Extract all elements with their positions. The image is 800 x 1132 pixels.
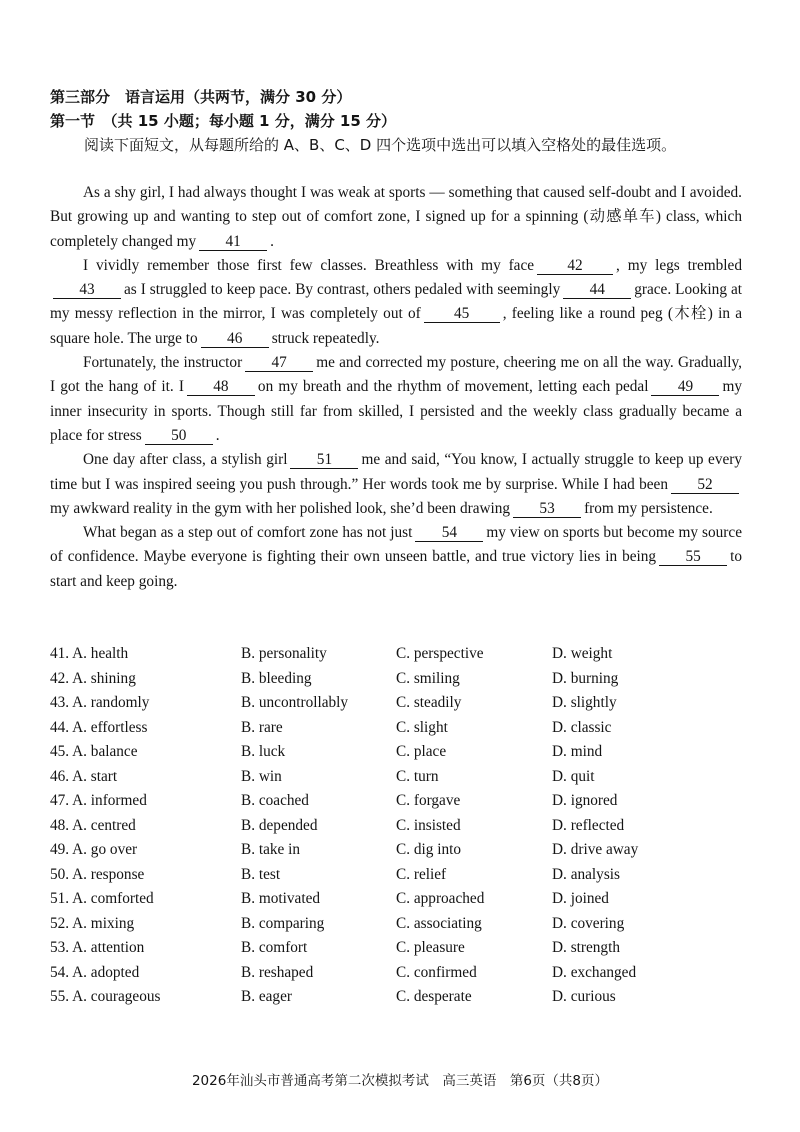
option-b: B. rare — [241, 718, 283, 736]
passage-text: What began as a step out of comfort zone has not just — [83, 524, 413, 542]
blank-52: 52 — [671, 476, 739, 494]
paragraph-2 — [50, 254, 742, 351]
option-a: 50. A. response — [50, 865, 145, 883]
option-row-47 — [50, 792, 750, 817]
paragraph-5 — [50, 521, 742, 594]
option-a: 49. A. go over — [50, 841, 138, 858]
option-b: B. uncontrollably — [241, 694, 349, 711]
option-a: 44. A. effortless — [50, 718, 148, 736]
option-b: B. eager — [241, 988, 292, 1005]
blank-53: 53 — [513, 500, 581, 518]
option-a: 45. A. balance — [50, 743, 138, 760]
option-d: D. quit — [552, 767, 595, 785]
option-row-54 — [50, 964, 750, 989]
passage-text: to start and keep going. — [50, 548, 742, 590]
option-row-41 — [50, 645, 750, 670]
option-c: C. pleasure — [396, 939, 465, 956]
option-d: D. drive away — [552, 841, 639, 858]
passage-text: . — [270, 232, 274, 250]
option-c: C. slight — [396, 718, 448, 736]
passage-text: Fortunately, the instructor — [83, 354, 243, 372]
option-c: C. insisted — [396, 816, 461, 834]
option-row-50 — [50, 866, 750, 891]
option-b: B. comparing — [241, 914, 325, 932]
passage-text: as I struggled to keep pace. By contrast, others pedaled with seemingly — [124, 281, 561, 299]
option-b: B. personality — [241, 645, 327, 662]
blank-42: 42 — [537, 257, 613, 275]
option-d: D. weight — [552, 645, 613, 662]
instruction-text: 阅读下面短文，从每题所给的 A、B、C、D 四个选项中选出可以填入空格处的最佳选项。 — [84, 136, 677, 154]
option-row-51 — [50, 890, 750, 915]
option-row-49 — [50, 841, 750, 866]
option-b: B. test — [241, 865, 281, 883]
passage-text: , my legs trembled — [616, 256, 742, 274]
option-b: B. depended — [241, 816, 318, 834]
passage-text: grace. Looking at my messy reflection in the mirror, I was completely out of — [50, 281, 742, 323]
option-b: B. win — [241, 767, 282, 785]
option-row-46 — [50, 768, 750, 793]
option-a: 41. A. health — [50, 645, 129, 662]
blank-43: 43 — [53, 281, 121, 299]
cloze-passage — [50, 181, 742, 594]
option-c: C. dig into — [396, 841, 462, 858]
option-row-43 — [50, 694, 750, 719]
passage-text: I vividly remember those first few classes. Breathless with my face — [83, 256, 535, 274]
paragraph-4 — [50, 448, 742, 521]
option-d: D. joined — [552, 890, 609, 907]
passage-text: from my persistence. — [584, 499, 713, 517]
passage-text: me and corrected my posture, cheering me on all the way. Gradually, I got the hang of it. I — [50, 354, 742, 396]
option-c: C. confirmed — [396, 963, 477, 981]
option-a: 48. A. centred — [50, 816, 136, 834]
blank-47: 47 — [245, 354, 313, 372]
option-c: C. desperate — [396, 988, 472, 1005]
passage-text: me and said, “You know, I actually struggle to keep up every time but I was inspired seeing you push through.” Her words took me by surprise. While I had been — [50, 451, 743, 493]
answer-options — [50, 645, 750, 1013]
option-a: 46. A. start — [50, 767, 118, 785]
option-a: 43. A. randomly — [50, 694, 150, 711]
option-row-55 — [50, 988, 750, 1013]
option-a: 54. A. adopted — [50, 963, 140, 981]
paragraph-3 — [50, 351, 742, 448]
blank-46: 46 — [201, 330, 269, 348]
option-row-44 — [50, 719, 750, 744]
option-b: B. bleeding — [241, 669, 312, 687]
option-c: C. relief — [396, 865, 447, 883]
option-d: D. curious — [552, 988, 616, 1005]
option-b: B. motivated — [241, 890, 321, 907]
option-c: C. steadily — [396, 694, 462, 711]
passage-text: , feeling like a round peg (木栓) in a square hole. The urge to — [50, 305, 742, 347]
part-title: 第三部分 语言运用（共两节，满分 30 分） — [50, 88, 352, 106]
paragraph-1 — [50, 181, 742, 254]
option-d: D. analysis — [552, 865, 620, 883]
passage-text: my inner insecurity in sports. Though still far from skilled, I persisted and the weekly class gradually became a place for stress — [50, 378, 743, 444]
passage-text: my view on sports but become my source of confidence. Maybe everyone is fighting their own unseen battle, and true victory lies in being — [50, 524, 742, 566]
option-d: D. covering — [552, 914, 625, 932]
passage-text: on my breath and the rhythm of movement, letting each pedal — [257, 378, 649, 396]
option-d: D. mind — [552, 743, 603, 760]
option-d: D. exchanged — [552, 963, 637, 981]
option-c: C. turn — [396, 767, 439, 785]
option-c: C. perspective — [396, 645, 484, 662]
option-c: C. associating — [396, 914, 482, 932]
option-d: D. strength — [552, 939, 620, 956]
blank-51: 51 — [290, 451, 358, 469]
option-b: B. comfort — [241, 939, 308, 956]
passage-text: As a shy girl, I had always thought I was weak at sports — something that caused self-doubt and I avoided. But growing up and wanting to step out of comfort zone, I signed up for a spinning (动感单车) class, which completely changed my — [50, 184, 742, 250]
blank-54: 54 — [415, 524, 483, 542]
passage-text: One day after class, a stylish girl — [83, 451, 288, 469]
option-d: D. reflected — [552, 816, 625, 834]
passage-text: struck repeatedly. — [271, 329, 380, 347]
option-row-48 — [50, 817, 750, 842]
option-row-53 — [50, 939, 750, 964]
option-a: 42. A. shining — [50, 669, 136, 687]
option-a: 47. A. informed — [50, 792, 147, 809]
passage-text: my awkward reality in the gym with her polished look, she’d been drawing — [50, 499, 511, 517]
option-a: 51. A. comforted — [50, 890, 154, 907]
option-d: D. slightly — [552, 694, 617, 711]
option-b: B. reshaped — [241, 963, 314, 981]
blank-41: 41 — [199, 233, 267, 251]
option-b: B. luck — [241, 743, 286, 760]
blank-45: 45 — [424, 305, 500, 323]
page-footer: 2026年汕头市普通高考第二次模拟考试 高三英语 第6页（共8页） — [191, 1073, 609, 1089]
option-c: C. approached — [396, 890, 485, 907]
option-b: B. coached — [241, 792, 309, 809]
option-row-42 — [50, 670, 750, 695]
option-a: 55. A. courageous — [50, 988, 161, 1005]
option-c: C. forgave — [396, 792, 461, 809]
option-a: 53. A. attention — [50, 939, 145, 956]
option-d: D. burning — [552, 669, 619, 687]
blank-55: 55 — [659, 548, 727, 566]
blank-44: 44 — [563, 281, 631, 299]
blank-50: 50 — [145, 427, 213, 445]
option-c: C. place — [396, 743, 447, 760]
blank-48: 48 — [187, 378, 255, 396]
option-a: 52. A. mixing — [50, 914, 135, 932]
passage-text: . — [215, 426, 220, 444]
section-title: 第一节 （共 15 小题；每小题 1 分，满分 15 分） — [50, 112, 397, 130]
option-row-45 — [50, 743, 750, 768]
option-row-52 — [50, 915, 750, 940]
option-d: D. ignored — [552, 792, 618, 809]
option-c: C. smiling — [396, 669, 460, 687]
blank-49: 49 — [651, 378, 719, 396]
option-d: D. classic — [552, 718, 612, 736]
option-b: B. take in — [241, 841, 301, 858]
